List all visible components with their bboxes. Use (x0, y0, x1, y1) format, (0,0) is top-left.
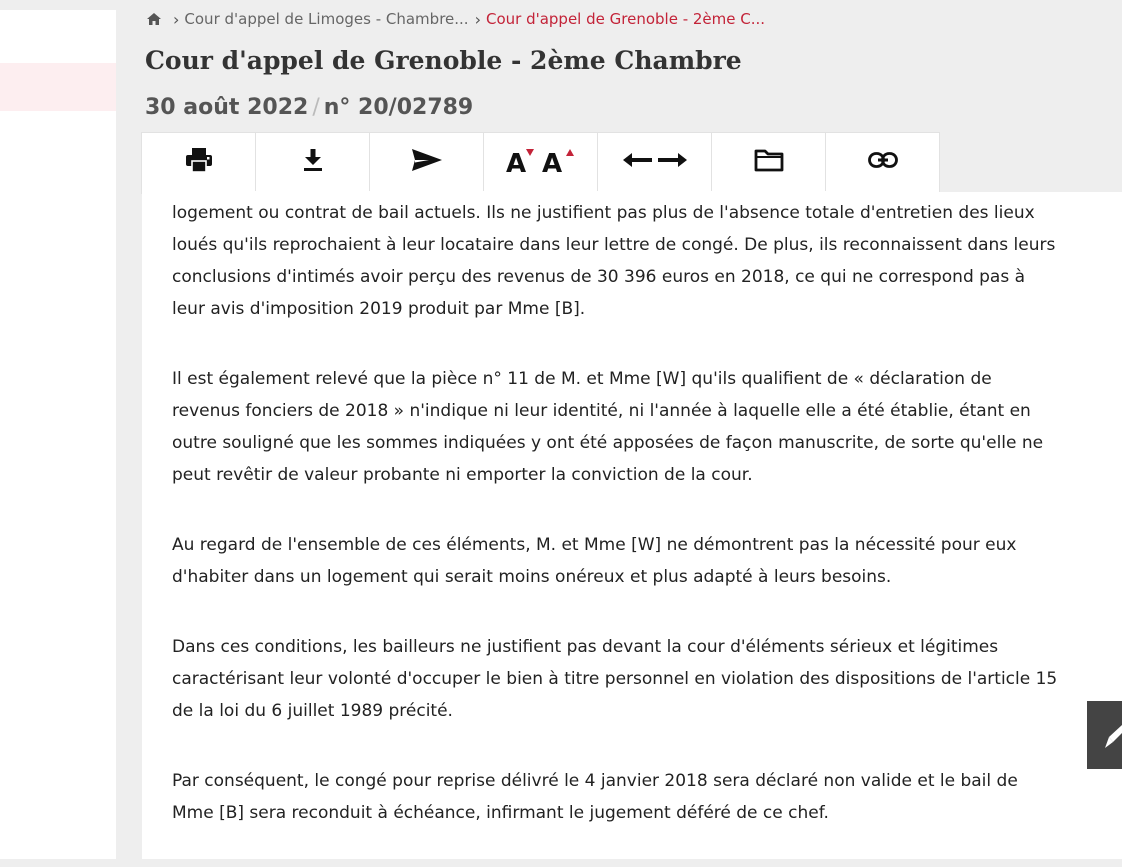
paragraph: Par conséquent, le congé pour reprise délivré le 4 janvier 2018 sera déclaré non valide et le bail de Mme [B] sera reconduit à échéance, infirmant le jugement déféré de ce chef. (172, 771, 1018, 823)
send-icon (411, 148, 443, 176)
download-button[interactable] (256, 133, 370, 191)
printer-icon (185, 147, 213, 177)
sidebar-active-item[interactable] (0, 63, 116, 111)
svg-text:A: A (505, 149, 526, 175)
page-title: Cour d'appel de Grenoble - 2ème Chambre (145, 46, 742, 75)
folder-button[interactable] (712, 133, 826, 191)
svg-text:A: A (541, 149, 562, 175)
home-icon[interactable] (146, 12, 162, 26)
breadcrumb (146, 8, 765, 30)
paragraph: Il est également relevé que la pièce n° 11 de M. et Mme [W] qu'ils qualifient de « déclaration de revenus fonciers de 2018 » n'indique ni leur identité, ni l'année à laquelle elle a été établie, étant en outre souligné que les sommes indiquées y ont été apposées de façon manuscrite, de sorte qu'elle ne peut revêtir de valeur probante ni emporter la conviction de la cour. (172, 369, 1044, 485)
subtitle-separator: / (312, 95, 320, 120)
decision-text (172, 197, 1062, 867)
font-size-button[interactable] (484, 133, 598, 191)
decision-number: n° 20/02789 (323, 95, 474, 120)
paragraph: logement ou contrat de bail actuels. Ils ne justifient pas plus de l'absence totale d'entretien des lieux loués qu'ils reprochaient à leur locataire dans leur lettre de congé. De plus, ils reconnaissent dans leurs conclusions d'intimés avoir perçu des revenus de 30 396 euros en 2018, ce qui ne correspond pas à leur avis d'imposition 2019 produit par Mme [B]. (172, 203, 1056, 319)
left-sidebar (0, 10, 116, 859)
print-button[interactable] (142, 133, 256, 191)
chevron-right-icon: › (474, 9, 481, 29)
copy-link-button[interactable] (826, 133, 939, 191)
chevron-right-icon: › (173, 9, 180, 29)
download-icon (302, 148, 324, 176)
paragraph: Au regard de l'ensemble de ces éléments, M. et Mme [W] ne démontrent pas la nécessité pour eux d'habiter dans un logement qui serait moins onéreux et plus adapté à leurs besoins. (172, 535, 1017, 587)
document-toolbar (141, 132, 940, 194)
floating-edit-button[interactable] (1087, 701, 1122, 769)
width-arrows-icon (622, 151, 688, 173)
pencil-icon (1087, 754, 1122, 773)
font-size-icon (504, 145, 578, 179)
paragraph: Dans ces conditions, les bailleurs ne justifient pas devant la cour d'éléments sérieux et légitimes caractérisant leur volonté d'occuper le bien à titre personnel en violation des dispositions de l'article 15 de la loi du 6 juillet 1989 précité. (172, 637, 1058, 721)
width-toggle-button[interactable] (598, 133, 712, 191)
decision-subtitle (145, 95, 473, 120)
breadcrumb-item-grenoble[interactable]: Cour d'appel de Grenoble - 2ème C... (485, 10, 766, 28)
folder-icon (754, 148, 784, 176)
link-icon (868, 152, 898, 172)
decision-date: 30 août 2022 (145, 95, 309, 120)
send-button[interactable] (370, 133, 484, 191)
breadcrumb-item-limoges[interactable]: Cour d'appel de Limoges - Chambre... (184, 10, 469, 28)
